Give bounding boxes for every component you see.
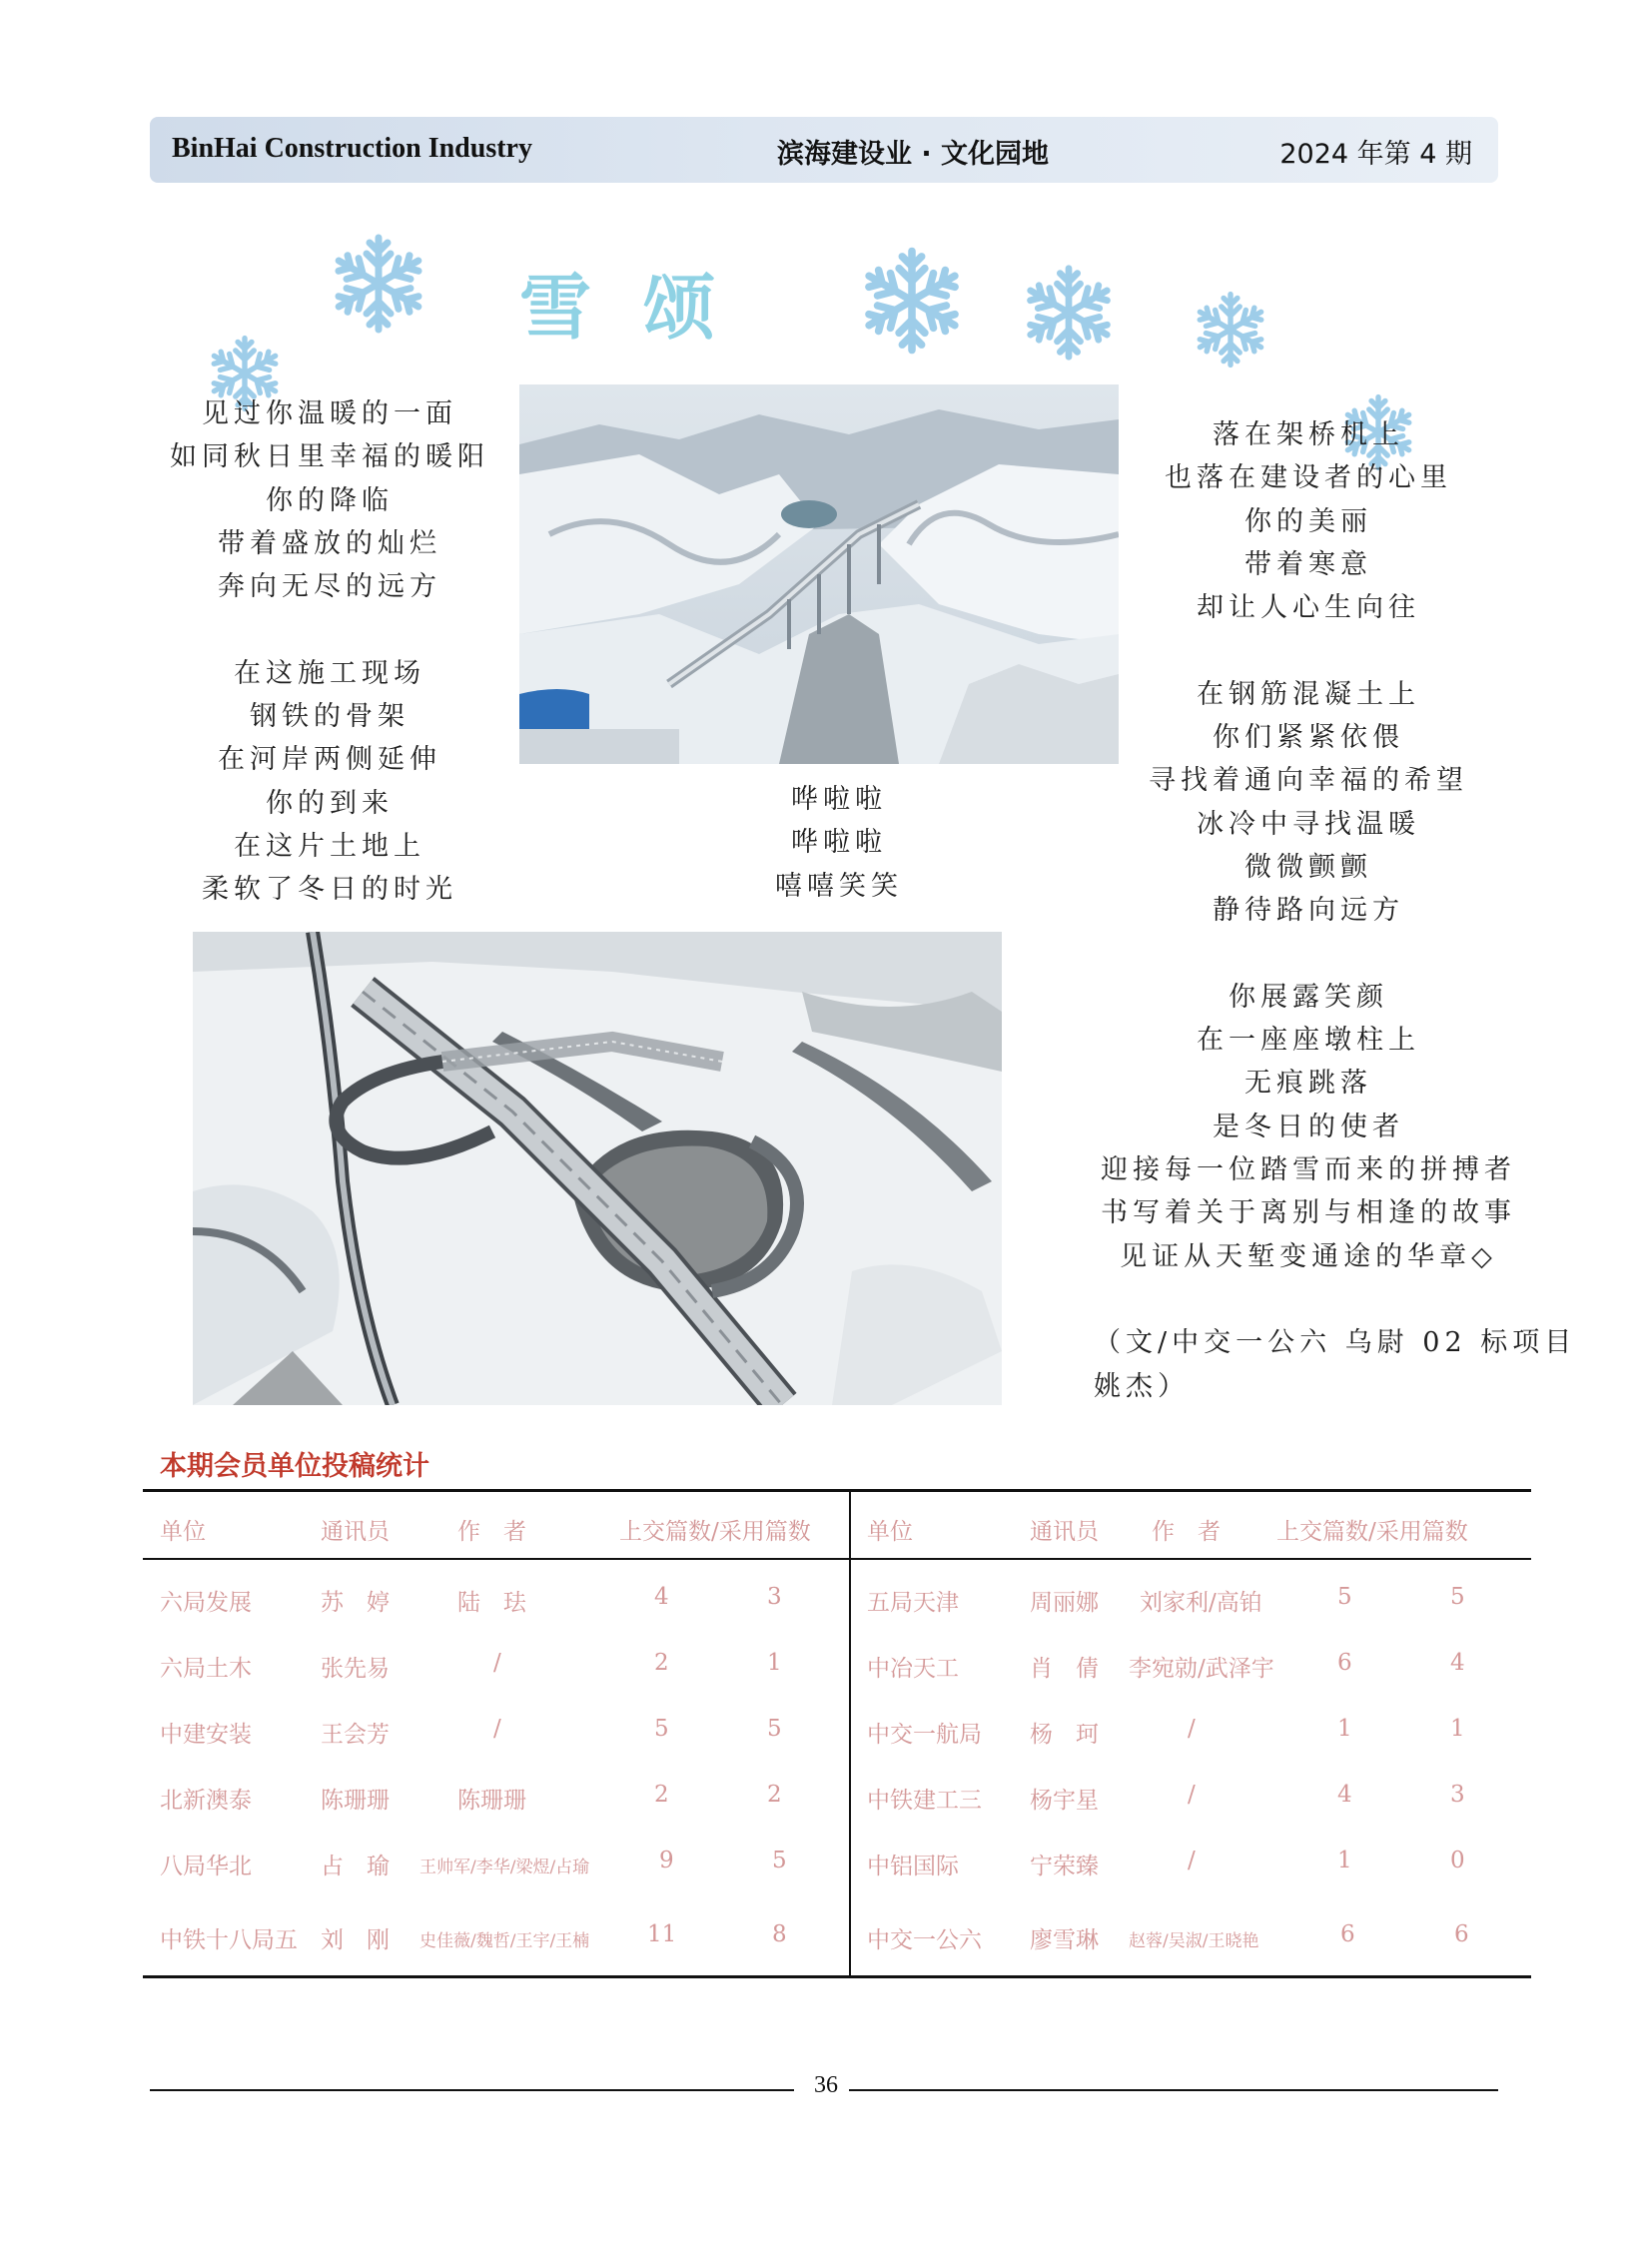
cell-adopted: 3 xyxy=(1450,1782,1465,1808)
cell-submitted: 5 xyxy=(1337,1584,1352,1610)
poem-line xyxy=(150,608,509,651)
cell-submitted: 2 xyxy=(654,1650,669,1676)
issue-number: 2024 年第 4 期 xyxy=(1279,139,1472,170)
poem-line: 寻找着通向幸福的希望 xyxy=(1149,765,1468,797)
cell-submitted: 1 xyxy=(1337,1848,1352,1873)
highway-interchange-photo xyxy=(193,932,1002,1405)
cell-author: 赵蓉/吴淑/王晓艳 xyxy=(1129,1931,1259,1951)
cell-author: 陈珊珊 xyxy=(457,1788,526,1814)
poem-line: 带着寒意 xyxy=(1244,548,1372,580)
poem-line: 在这片土地上 xyxy=(234,830,425,862)
cell-author: 刘家利/高铂 xyxy=(1140,1590,1262,1616)
poem-line: 如同秋日里幸福的暖阳 xyxy=(170,441,489,473)
cell-author: / xyxy=(1188,1848,1196,1873)
section-title: 滨海建设业 · 文化园地 xyxy=(777,139,1050,170)
poem-line: 你的到来 xyxy=(266,787,394,819)
cell-correspondent: 杨宇星 xyxy=(1030,1788,1099,1814)
cell-submitted: 4 xyxy=(1337,1782,1352,1808)
footer-rule-right xyxy=(849,2089,1498,2091)
cell-unit: 中铝国际 xyxy=(867,1854,959,1879)
cell-correspondent: 廖雪琳 xyxy=(1030,1927,1099,1953)
page-header xyxy=(150,117,1498,183)
snowflake-icon xyxy=(1191,290,1270,370)
poem-middle-column xyxy=(739,778,939,908)
poem-line: 嘻嘻笑笑 xyxy=(775,870,903,902)
snowflake-icon xyxy=(856,245,968,357)
footer-rule-left xyxy=(150,2089,794,2091)
cell-unit: 中冶天工 xyxy=(867,1656,959,1682)
poem-line: 你的美丽 xyxy=(1244,505,1372,537)
cell-author: / xyxy=(1188,1782,1196,1808)
poem-line: 见过你温暖的一面 xyxy=(202,398,457,429)
poem-line: 柔软了冬日的时光 xyxy=(202,874,457,906)
poem-line: （文/中交一公六 乌尉 02 标项目 xyxy=(1094,1327,1577,1359)
page-number: 36 xyxy=(814,2072,838,2098)
cell-author: 陆 珐 xyxy=(457,1590,526,1616)
poem-line: 钢铁的骨架 xyxy=(250,701,410,733)
cell-submitted: 11 xyxy=(647,1921,677,1947)
poem-line: 微微颤颤 xyxy=(1244,851,1372,883)
snowflake-icon xyxy=(327,232,430,336)
poem-line: 是冬日的使者 xyxy=(1213,1111,1404,1142)
poem-line: 你展露笑颜 xyxy=(1229,981,1388,1013)
table-header-rule xyxy=(143,1558,1531,1560)
poem-line: 在钢筋混凝土上 xyxy=(1197,678,1420,710)
cell-submitted: 6 xyxy=(1337,1650,1352,1676)
table-header-unit: 单位 xyxy=(160,1519,206,1545)
snowflake-icon xyxy=(1019,263,1119,363)
cell-author: 王帅军/李华/梁煜/占瑜 xyxy=(419,1858,590,1877)
cell-adopted: 1 xyxy=(767,1650,782,1676)
poem-line: 也落在建设者的心里 xyxy=(1165,462,1452,494)
cell-author: / xyxy=(1188,1716,1196,1742)
cell-correspondent: 宁荣臻 xyxy=(1030,1854,1099,1879)
poem-title: 雪颂 xyxy=(519,266,768,350)
table-header-correspondent: 通讯员 xyxy=(1030,1519,1099,1545)
cell-submitted: 6 xyxy=(1340,1921,1355,1947)
poem-left-column xyxy=(150,392,509,912)
cell-unit: 六局土木 xyxy=(160,1656,252,1682)
cell-adopted: 6 xyxy=(1454,1921,1469,1947)
cell-correspondent: 杨 珂 xyxy=(1030,1722,1099,1748)
cell-adopted: 3 xyxy=(767,1584,782,1610)
table-header-counts: 上交篇数/采用篇数 xyxy=(1276,1519,1468,1545)
cell-correspondent: 苏 婷 xyxy=(321,1590,390,1616)
poem-line: 你们紧紧依偎 xyxy=(1213,722,1404,754)
poem-line: 书写着关于离别与相逢的故事 xyxy=(1101,1197,1516,1229)
cell-author: 史佳薇/魏哲/王宇/王楠 xyxy=(419,1931,590,1951)
cell-correspondent: 刘 刚 xyxy=(321,1927,390,1953)
table-header-correspondent: 通讯员 xyxy=(321,1519,390,1545)
poem-line: 带着盛放的灿烂 xyxy=(218,527,441,559)
cell-correspondent: 陈珊珊 xyxy=(321,1788,390,1814)
poem-line: 无痕跳落 xyxy=(1244,1068,1372,1100)
cell-unit: 五局天津 xyxy=(867,1590,959,1616)
cell-author: / xyxy=(493,1650,501,1676)
publication-name: BinHai Construction Industry xyxy=(172,133,532,164)
cell-unit: 中铁建工三 xyxy=(867,1788,982,1814)
snow-valley-bridge-photo xyxy=(519,384,1119,764)
poem-line: 见证从天堑变通途的华章◇ xyxy=(1120,1240,1497,1272)
cell-adopted: 0 xyxy=(1450,1848,1465,1873)
table-header-unit: 单位 xyxy=(867,1519,913,1545)
cell-submitted: 4 xyxy=(654,1584,669,1610)
cell-adopted: 5 xyxy=(1450,1584,1465,1610)
cell-submitted: 9 xyxy=(659,1848,674,1873)
cell-author: 李宛勍/武泽宇 xyxy=(1129,1656,1274,1682)
cell-unit: 中交一公六 xyxy=(867,1927,982,1953)
table-top-rule xyxy=(143,1489,1531,1492)
cell-adopted: 8 xyxy=(772,1921,787,1947)
cell-submitted: 2 xyxy=(654,1782,669,1808)
table-header-author: 作 者 xyxy=(1152,1519,1221,1545)
poem-line: 静待路向远方 xyxy=(1213,895,1404,927)
poem-line: 哗啦啦 xyxy=(791,784,887,815)
poem-line: 在河岸两侧延伸 xyxy=(218,744,441,776)
cell-adopted: 5 xyxy=(767,1716,782,1742)
cell-author: / xyxy=(493,1716,501,1742)
poem-line: 在一座座墩柱上 xyxy=(1197,1025,1420,1057)
cell-unit: 八局华北 xyxy=(160,1854,252,1879)
cell-submitted: 5 xyxy=(654,1716,669,1742)
cell-correspondent: 张先易 xyxy=(321,1656,390,1682)
poem-line: 落在架桥机上 xyxy=(1213,419,1404,450)
cell-correspondent: 肖 倩 xyxy=(1030,1656,1099,1682)
cell-submitted: 1 xyxy=(1337,1716,1352,1742)
poem-line: 在这施工现场 xyxy=(234,657,425,689)
cell-adopted: 4 xyxy=(1450,1650,1465,1676)
poem-line xyxy=(1094,1278,1523,1321)
stats-title: 本期会员单位投稿统计 xyxy=(160,1451,429,1482)
poem-line xyxy=(1094,933,1523,976)
poem-line: 却让人心生向往 xyxy=(1197,592,1420,624)
poem-right-column xyxy=(1094,413,1577,1408)
table-divider xyxy=(849,1489,851,1976)
poem-line: 奔向无尽的远方 xyxy=(218,571,441,603)
table-header-author: 作 者 xyxy=(457,1519,526,1545)
cell-unit: 中铁十八局五 xyxy=(160,1927,298,1953)
poem-line: 你的降临 xyxy=(266,484,394,516)
cell-correspondent: 周丽娜 xyxy=(1030,1590,1099,1616)
cell-unit: 北新澳泰 xyxy=(160,1788,252,1814)
table-header-counts: 上交篇数/采用篇数 xyxy=(619,1519,811,1545)
table-bottom-rule xyxy=(143,1975,1531,1978)
cell-unit: 中建安装 xyxy=(160,1722,252,1748)
poem-line: 哗啦啦 xyxy=(791,827,887,859)
cell-adopted: 2 xyxy=(767,1782,782,1808)
cell-correspondent: 王会芳 xyxy=(321,1722,390,1748)
cell-unit: 六局发展 xyxy=(160,1590,252,1616)
poem-line: 冰冷中寻找温暖 xyxy=(1197,808,1420,840)
cell-adopted: 1 xyxy=(1450,1716,1465,1742)
cell-correspondent: 占 瑜 xyxy=(321,1854,390,1879)
poem-line: 姚杰） xyxy=(1094,1370,1190,1402)
cell-adopted: 5 xyxy=(772,1848,787,1873)
poem-line xyxy=(1094,629,1523,672)
cell-unit: 中交一航局 xyxy=(867,1722,982,1748)
poem-line: 迎接每一位踏雪而来的拼搏者 xyxy=(1101,1154,1516,1186)
